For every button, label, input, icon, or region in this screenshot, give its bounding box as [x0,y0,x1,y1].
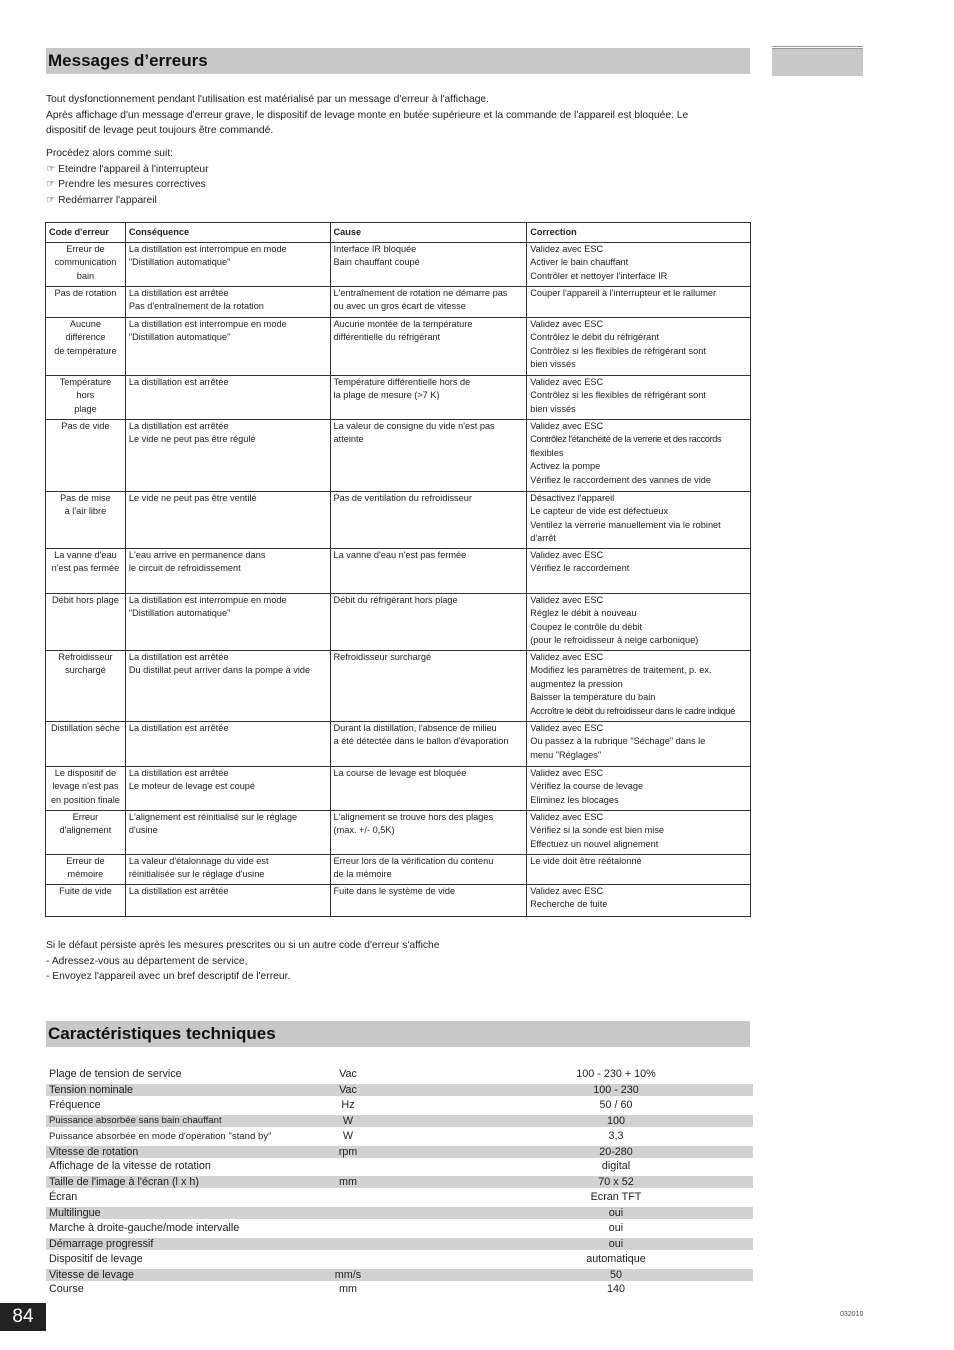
cell-line: Désactivez l'appareil [530,493,615,503]
intro-text [46,92,754,139]
cell-line: Du distillat peut arriver dans la pompe à vide [128,665,311,676]
cell-line: Durant la distillation, l'absence de milieu [333,723,497,733]
cell-line: "Distillation automatique" [128,257,231,268]
cell-line: Erreur [72,812,99,822]
spec-value: 20-280 [599,1145,633,1158]
cell-line: Eliminez les blocages [530,794,619,805]
cell-line: Contrôlez si les flexibles de réfrigérant sont [530,345,706,356]
side-tab-rule [772,46,863,47]
cell-line: atteinte [333,434,364,445]
cell-line: La valeur d'étalonnage du vide est [128,856,269,866]
cell-line: Débit hors plage [51,595,119,605]
cell-line: "Distillation automatique" [128,332,231,343]
cell-line: Aucune montée de la température [333,319,473,329]
cell-line: Erreur de [66,244,105,254]
spec-name: Plage de tension de service [49,1068,182,1080]
cause-cell [330,318,527,376]
cell-line: La vanne d'eau n'est pas fermée [333,550,467,560]
cause-cell [330,492,527,549]
spec-unit [317,1238,379,1250]
spec-row [46,1190,753,1205]
specs-table [46,1067,753,1298]
cell-line: Activez la pompe [530,461,601,472]
spec-row [46,1129,753,1144]
cause-cell [330,420,527,492]
cell-line: Le dispositif de [54,768,117,778]
procedure-intro: Procédez alors comme suit: [46,148,174,159]
cell-line: bien vissés [530,359,576,370]
procedure [46,146,754,208]
table-row [46,594,751,651]
cell-line: Aucune [69,319,102,329]
cell-line: Pas de ventilation du refroidisseur [333,493,472,503]
code-cell [46,287,126,318]
cell-line: Distillation sèche [50,723,120,733]
cell-line: Validez avec ESC [530,652,604,662]
consequence-cell [125,855,330,885]
table-row [46,318,751,376]
cell-line: d'arrêt [530,533,556,544]
after-table-text [46,938,754,985]
cell-line: Vérifiez la course de levage [530,781,644,792]
consequence-cell [125,420,330,492]
cell-line: Contrôlez si les flexibles de réfrigérant sont [530,390,706,401]
consequence-cell [125,885,330,917]
cell-line: Pas de rotation [54,288,117,298]
spec-row [46,1084,753,1096]
correction-cell [527,287,751,318]
spec-row [46,1146,753,1158]
cause-cell [330,885,527,917]
cell-line: Baisser la température du bain [530,692,656,703]
cell-line: Contrôlez le débit du réfrigérant [530,332,659,343]
cell-line: la plage de mesure (>7 K) [333,390,440,401]
cell-line: L'alignement est réinitialisé sur le réglage [128,812,298,822]
table-row [46,549,751,594]
spec-unit [317,1221,379,1236]
cell-line: Interface IR bloquée [333,244,417,254]
code-cell [46,651,126,722]
cause-cell [330,651,527,722]
cell-line: Erreur lors de la vérification du contenu [333,856,494,866]
cell-line: à l'air libre [64,506,107,517]
intro-line: Après affichage d'un message d'erreur grave, le dispositif de levage monte en butée supérieure et la commande de l'appareil est bloquée. Le [46,109,689,121]
consequence-cell [125,376,330,420]
spec-value: 100 - 230 [593,1084,639,1097]
cell-line: Modifiez les paramètres de traitement, p. ex. [530,665,712,676]
spec-name: Démarrage progressif [49,1237,154,1250]
cell-line: réinitialisée sur le réglage d'usine [128,869,265,880]
correction-cell [527,376,751,420]
cell-line: "Distillation automatique" [128,608,231,619]
cell-line: surchargé [65,665,106,676]
intro-line: dispositif de levage peut toujours être commandé. [46,125,274,136]
cell-line: Le vide ne peut pas être ventilé [128,493,257,503]
spec-row [46,1252,753,1267]
cell-line: L'eau arrive en permanence dans [128,550,266,560]
cause-cell [330,243,527,287]
spec-value: 70 x 52 [598,1176,634,1189]
code-cell [46,594,126,651]
cell-line: différence [65,332,106,343]
cell-line: Le capteur de vide est défectueux [530,506,669,517]
cell-line: communication [54,257,117,268]
consequence-cell [125,722,330,767]
cell-line: le circuit de refroidissement [128,563,241,574]
spec-value: 50 / 60 [599,1098,633,1111]
cell-line: d'alignement [59,825,112,836]
table-row [46,492,751,549]
spec-unit: Vac [339,1084,357,1097]
spec-name: Tension nominale [49,1084,134,1097]
spec-unit: mm/s [334,1268,362,1281]
cell-line: ou avec un gros écart de vitesse [333,301,466,312]
header-consequence: Conséquence [125,223,330,243]
cause-cell [330,549,527,594]
cell-line: Accroître le débit du refroidisseur dans le cadre indiqué [530,705,735,716]
table-row [46,767,751,811]
consequence-cell [125,318,330,376]
cell-line: La distillation est arrêtée [128,723,229,733]
cell-line: Refroidisseur [58,652,113,662]
code-cell [46,549,126,594]
cell-line: Vérifiez le raccordement [530,563,630,574]
cell-line: Validez avec ESC [530,377,604,387]
cell-line: Validez avec ESC [530,550,604,560]
cell-line: Le moteur de levage est coupé [128,781,256,792]
cell-line: n'est pas fermée [51,563,120,574]
correction-cell [527,492,751,549]
cell-line: menu "Réglages" [530,749,602,760]
cell-line: Validez avec ESC [530,768,604,778]
document-code: 032010 [840,1311,864,1318]
spec-value: automatique [586,1252,646,1265]
spec-name: Fréquence [49,1098,101,1111]
spec-unit: mm [339,1283,357,1296]
cell-line: en position finale [50,794,120,805]
code-cell [46,885,126,917]
code-cell [46,243,126,287]
spec-row [46,1238,753,1250]
spec-unit: rpm [338,1145,358,1158]
cell-line: (pour le refroidisseur à neige carbonique) [530,635,699,646]
cell-line: Couper l'appareil à l'interrupteur et le rallumer [530,288,717,298]
spec-row [46,1159,753,1174]
code-cell [46,420,126,492]
spec-value: 100 [606,1114,625,1127]
consequence-cell [125,594,330,651]
spec-name: Puissance absorbée sans bain chauffant [49,1114,222,1126]
table-row [46,420,751,492]
cell-line: La valeur de consigne du vide n'est pas [333,421,495,431]
spec-value: 140 [606,1283,625,1296]
table-row [46,651,751,722]
cell-line: Validez avec ESC [530,595,604,605]
table-row [46,287,751,318]
spec-name: Taille de l'image à l'écran (l x h) [49,1176,199,1189]
spec-unit [317,1190,379,1205]
cell-line: mémoire [67,869,104,880]
cell-line: Vérifiez le raccordement des vannes de vide [530,474,712,485]
cell-line: Fuite de vide [59,886,112,896]
cell-line: Température différentielle hors de [333,377,471,387]
spec-value: oui [608,1221,624,1234]
cell-line: La distillation est interrompue en mode [128,319,287,329]
table-row [46,722,751,767]
table-row [46,885,751,917]
cell-line: Validez avec ESC [530,244,604,254]
cell-line: Validez avec ESC [530,886,604,896]
cell-line: Validez avec ESC [530,812,604,822]
page-number: 84 [0,1303,46,1331]
correction-cell [527,318,751,376]
cell-line: Débit du réfrigérant hors plage [333,595,458,605]
cell-line: Fuite dans le système de vide [333,886,456,896]
cell-line: hors [76,390,95,401]
cause-cell [330,722,527,767]
spec-unit: Hz [341,1098,355,1111]
header-cause: Cause [330,223,527,243]
code-cell [46,722,126,767]
correction-cell [527,722,751,767]
cell-line: La course de levage est bloquée [333,768,467,778]
cause-cell [330,594,527,651]
spec-row [46,1282,753,1297]
spec-row [46,1221,753,1236]
cause-cell [330,376,527,420]
correction-cell [527,811,751,855]
correction-cell [527,855,751,885]
procedure-step: ☞ Prendre les mesures correctives [46,179,206,190]
cell-line: bien vissés [530,403,576,414]
correction-cell [527,594,751,651]
spec-unit: W [342,1114,354,1127]
spec-unit: Vac [339,1068,357,1080]
cell-line: La distillation est interrompue en mode [128,595,287,605]
consequence-cell [125,243,330,287]
cell-line: La distillation est arrêtée [128,886,229,896]
spec-row [46,1067,753,1082]
spec-row [46,1269,753,1281]
correction-cell [527,767,751,811]
table-row [46,376,751,420]
spec-value: Ecran TFT [590,1191,642,1204]
cell-line: différentielle du réfrigérant [333,332,441,343]
cell-line: augmentez la pression [530,678,623,689]
cell-line: La distillation est arrêtée [128,421,229,431]
error-table-header [46,223,751,243]
cell-line: La distillation est interrompue en mode [128,244,287,254]
correction-cell [527,243,751,287]
cell-line: flexibles [530,447,564,458]
consequence-cell [125,549,330,594]
consequence-cell [125,492,330,549]
procedure-step: ☞ Redémarrer l'appareil [46,194,157,206]
cause-cell [330,811,527,855]
cell-line: (max. +/- 0,5K) [333,825,395,836]
spec-row [46,1207,753,1219]
code-cell [46,492,126,549]
cell-line: bain [76,270,95,281]
side-tab [772,48,863,76]
spec-name: Dispositif de levage [49,1252,143,1265]
spec-unit: W [342,1129,354,1142]
cell-line: Recherche de fuite [530,899,608,910]
section-title-specs: Caractéristiques techniques [46,1021,750,1047]
spec-unit: mm [339,1176,357,1189]
code-cell [46,767,126,811]
cell-line: Pas d'entraînement de la rotation [128,301,264,312]
spec-name: Puissance absorbée en mode d'opération "stand by" [49,1130,272,1142]
cell-line: Pas de mise [60,493,111,503]
consequence-cell [125,811,330,855]
code-cell [46,855,126,885]
cell-line: L'entraînement de rotation ne démarre pas [333,288,508,298]
header-correction: Correction [527,223,751,243]
cell-line: Le vide doit être réétalonné [530,856,642,866]
cell-line: Validez avec ESC [530,319,604,329]
spec-unit [317,1159,379,1174]
cause-cell [330,287,527,318]
spec-unit [317,1207,379,1219]
cell-line: levage n'est pas [52,781,119,792]
cell-line: Refroidisseur surchargé [333,652,432,662]
table-row [46,243,751,287]
cell-line: Ventilez la verrerie manuellement via le robinet [530,519,721,530]
code-cell [46,811,126,855]
cell-line: de la mémoire [333,869,392,880]
spec-name: Course [49,1283,84,1296]
consequence-cell [125,287,330,318]
cell-line: de température [54,345,117,356]
cell-line: La distillation est arrêtée [128,768,229,778]
spec-name: Multilingue [49,1207,101,1220]
cell-line: La distillation est arrêtée [128,377,229,387]
cell-line: Vérifiez si la sonde est bien mise [530,825,665,836]
cause-cell [330,855,527,885]
spec-value: 50 [609,1268,622,1281]
cell-line: L'alignement se trouve hors des plages [333,812,494,822]
correction-cell [527,651,751,722]
cell-line: a été détectée dans le ballon d'évaporation [333,736,509,747]
table-row [46,811,751,855]
cell-line: d'usine [128,825,158,836]
code-cell [46,318,126,376]
cell-line: La distillation est arrêtée [128,288,229,298]
cell-line: La vanne d'eau [54,550,117,560]
cell-line: Réglez le débit à nouveau [530,608,637,619]
cell-line: Contrôler et nettoyer l'interface IR [530,270,668,281]
correction-cell [527,549,751,594]
cell-line: Activer le bain chauffant [530,257,629,268]
code-cell [46,376,126,420]
section-title-errors: Messages d’erreurs [46,48,750,74]
table-row [46,855,751,885]
intro-line: Tout dysfonctionnement pendant l'utilisation est matérialisé par un message d'erreur à l'affichage. [46,94,490,105]
spec-name: Marche à droite-gauche/mode intervalle [49,1221,240,1234]
cell-line: Bain chauffant coupé [333,257,420,268]
spec-row [46,1098,753,1113]
consequence-cell [125,651,330,722]
cell-line: Le vide ne peut pas être régulé [128,434,256,445]
spec-name: Affichage de la vitesse de rotation [49,1160,211,1173]
spec-name: Vitesse de rotation [49,1145,139,1158]
cell-line: Effectuez un nouvel alignement [530,838,659,849]
cell-line: plage [74,403,97,414]
spec-value: 100 - 230 + 10% [576,1068,656,1080]
cell-line: Température [59,377,112,387]
procedure-step: ☞ Eteindre l'appareil à l'interrupteur [46,163,209,175]
after-table-line: - Adressez-vous au département de service, [46,955,248,967]
spec-value: digital [601,1160,631,1173]
cell-line: Contrôlez l'étanchéité de la verrerie et des raccords [530,434,722,445]
cell-line: Coupez le contrôle du débit [530,621,643,632]
after-table-line: - Envoyez l'appareil avec un bref descriptif de l'erreur. [46,971,291,982]
consequence-cell [125,767,330,811]
error-table [45,222,751,917]
spec-name: Vitesse de levage [49,1268,135,1281]
correction-cell [527,885,751,917]
after-table-line: Si le défaut persiste après les mesures prescrites ou si un autre code d'erreur s'affiche [46,940,440,951]
spec-value: 3,3 [608,1129,624,1142]
header-code: Code d'erreur [46,223,126,243]
spec-value: oui [608,1207,624,1220]
cell-line: Validez avec ESC [530,421,604,431]
cell-line: Erreur de [66,856,105,866]
cell-line: La distillation est arrêtée [128,652,229,662]
cell-line: Validez avec ESC [530,723,604,733]
cell-line: Ou passez à la rubrique "Séchage" dans le [530,736,706,747]
spec-row [46,1176,753,1188]
cause-cell [330,767,527,811]
spec-row [46,1115,753,1127]
correction-cell [527,420,751,492]
cell-line: Pas de vide [61,421,110,431]
spec-value: oui [608,1237,624,1250]
spec-name: Écran [49,1191,78,1204]
spec-unit [317,1252,379,1267]
